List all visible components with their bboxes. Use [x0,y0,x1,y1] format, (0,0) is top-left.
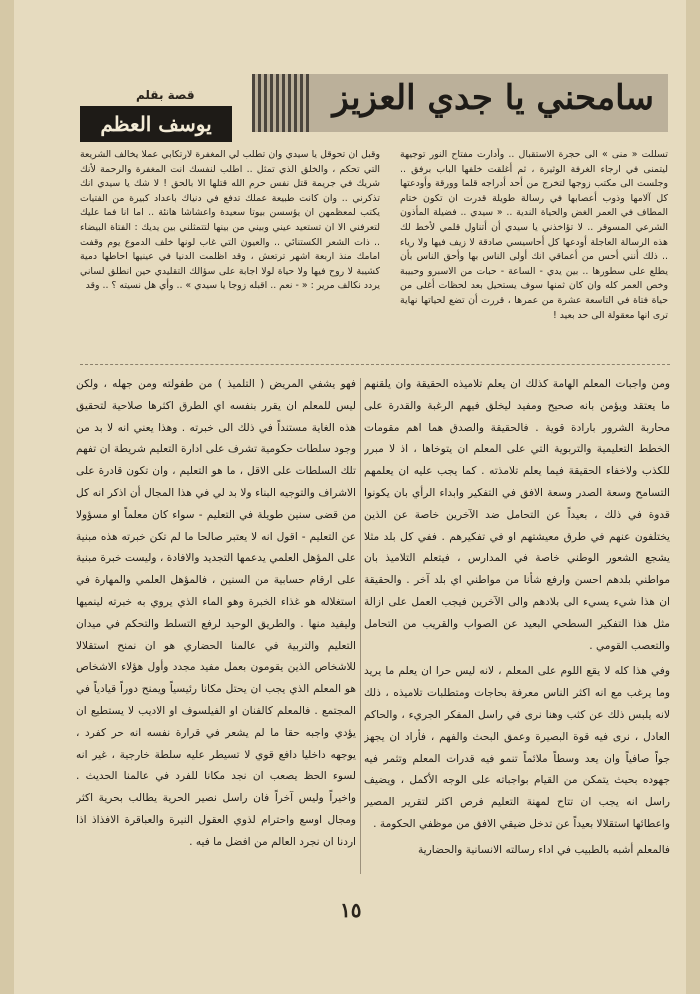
intro-paragraph: تسللت « منى » الى حجرة الاستقبال .. وأدارت مفتاح النور توجيهة ليتمنى في ارجاء الغرفة الوثيرة ، ثم أغلقت خلفها الباب برفق .. وجلست الى مكتب زوجها لتخرج من أحد أدراجه قلما وورقة وأودعتها كل آلامها وذوب أعصابها في رسالة طويلة قدرت ان تكون ختام المطاف في العمر الغض والحياة الندية .. « سيدي .. فضيلة المأذون الشرعي المسوقر .. لا تؤاخذني يا سيدي أن أتناول قلمي لأخط لك هذه الرسالة العاجلة أودعها كل أحاسيسي صادقة لا زيف فيها ولا رياء .. ذلك أنني أحس من أعماقي انك أولى الناس بها وأحق الناس بأن يطلع على سطورها .. بين يدي - الساعة - حبات من الاسبرو وحبيبة وخص العمر كله وان كان ثمنها سوف يستحيل بعد لحظات أغلى من حياة فتاة في التاسعة عشرة من عمرها ، قررت أن تضع لحياتها نهاية ترى انها معقولة الى حد بعيد ! [400,149,668,321]
article-column-right [364,374,670,884]
story-title-band [252,74,668,132]
page-edge-right [686,0,700,994]
article-paragraph: ومن واجبات المعلم الهامة كذلك ان يعلم تلاميذه الحقيقة وان يلقنهم ما يعتقد ويؤمن بانه صحيح ومفيد ليخلق فيهم الرغبة والقدرة على محاربة الشرور بارادة قوية . فالحقيقة والصدق هما اهم مقومات الخطط التعليمية والتربوية التي على المعلم ان يتوخاها ، اذ لا مبرر للكذب ولاخفاء الحقيقة فيما يعلم تلامذته . كما يجب عليه ان يعلمهم التسامح وسعة الصدر وسعة الافق في التفكير وابداء الرأي بان يكونوا قدوة في ذلك ، بعيداً عن التحامل ضد الآخرين خاصة عن الذين يختلفون عنهم في طرق معيشتهم او في تفكيرهم . ففي كل بلد مثلا يشجع الشعور الوطني خاصة في المدارس ، فيتعلم التلاميذ بان مواطني بلدهم احسن وارفع شأنا من مواطني اي بلد آخر . والحقيقة ان هذا شيء يسيء الى بلادهم والى الآخرين فيجب العمل على ازالة مثل هذا التفكير السطحي البعيد عن الصواب والقريب من التحامل والتعصب القومي . [364,378,670,652]
intro-column-right [400,148,668,356]
article-paragraph: فالمعلم أشبه بالطبيب في اداء رسالته الانسانية والحضارية [418,843,670,856]
story-title: سامحني يا جدي العزيز [332,78,654,118]
page-edge-left [0,0,14,994]
article-paragraph: وفي هذا كله لا يقع اللوم على المعلم ، لانه ليس حرا ان يعلم ما يريد وما يرغب مع انه اكثر الناس معرفة بحاجات ومتطلبات تلاميذه ، ذلك لانه يلبس ذلك عن كثب وهنا نرى في راسل المفكر الجريء ، والحاكم العادل ، نرى فيه قوة البصيرة وعمق البحث والفهم ، فأراد ان يجهز جواً صافياً وان يعد وسطاً ملائماً تنمو فيه قدرات المعلم وتثمر فيه جهوده بحيث يتمكن من القيام بواجباته على الوجه الأكمل ، ويضيف راسل انه يجب ان تتاح لمهنة التعليم فرص اكثر لتقرير المصير واعطائها استقلالا بعيداً عن تدخل ضيقي الافق من موظفي الحكومة . [364,665,670,830]
title-stripes-decoration [252,74,312,132]
page-number: ١٥ [340,898,362,922]
section-divider [80,364,670,365]
article-paragraph: فهو يشفي المريض ( التلميذ ) من طفولته ومن جهله ، ولكن ليس للمعلم ان يقرر بنفسه اي الطرق اكثرها صلاحية لتحقيق هذه الغاية مستنداً في ذلك الى خبرته . وهذا يعني انه لا بد من وجود سلطات حكومية تشرف على ادارة التعليم شريطة ان تفهم تلك السلطات على الاقل ، ما هو التعليم ، وان تكون قادرة على الاشراف والتوجيه البناء ولا بد لي في هذا المجال أن اذكر انه كل من قضى سنين طويلة في التعليم - سواء كان معلماً او مسؤولا عن التعليم - اقول انه لا يعتبر صالحا ما لم تكن خبرته هذه مبنية على المؤهل العلمي يدعمها التجديد والافادة ، وليست خبرة مبنية على ارقام حسابية من السنين ، فالمؤهل العلمي والمهارة في استغلاله هو غذاء الخبرة وهو الماء الذي يروي به خبرته لينميها وليفيد منها . والطريق الوحيد لرفع التسلط والتحكم في ميدان التعليم والتربية في عالمنا الحضاري هو ان نمنح استقلالا للاشخاص الذين يقومون بعمل مفيد مجدد وأول هؤلاء الاشخاص هو المعلم الذي يجب ان يحتل مكانا رئيسياً ويمنح دوراً قيادياً في المجتمع . فالمعلم كالفنان او الفيلسوف او الاديب لا يستطيع ان يؤدي واجبه حقا ما لم يشعر في قرارة نفسه انه حر كفرد ، يوجهه داخليا دافع قوي لا تسيطر عليه سلطة خارجية ، غير انه لسوء الحظ يصعب ان نجد مكانا للفرد في عالمنا الحديث . واخيراً وليس آخراً فان راسل نصير الحرية يطالب بحرية اكثر ومجال اوسع واحترام لذوي العقول النيرة والعباقرة الافذاذ اذا اردنا ان نجرد العالم من افضل ما فيه . [76,378,356,848]
article-column-left [76,374,356,884]
intro-column-left [80,148,380,360]
intro-paragraph: وقبل ان تحوقل يا سيدي وان تطلب لي المغفرة لارتكابي عملا يخالف الشريعة التي تحكم ، والخلق الذي تمثل .. اطلب لنفسك انت المغفرة والرحمة لأنك شريك في جريمة قتل نفس حرم الله قتلها الا بالحق ! لا شك يا سيدي انك تذكرني .. وان كانت طبيعة عملك تدفع في دنياك باعداد كبيرة من الفتيات يكتب لمعظمهن ان يؤسسن بيوتا سعيدة واعشاشا هانئة .. اما انا فما عليك لتعرفني الا ان تستعيد عيني وبيني من بينها لتتمثلني بين يديك : الفتاة البيضاء .. ذات الشعر الكستنائي .. والعيون التي غاب لونها خلف الدموع يوم وقفت امامك منذ اربعة اشهر ترتعش ، وقد اظلمت الدنيا في عينيها احاطها دمية كشيبة لا روح فيها ولا حياة لولا اجابة على سؤالك التقليدي حين انطلق لساني يردد نكالف مرير : « - نعم .. اقبله زوجا يا سيدي » .. وأي هل نسيته ؟ .. وقد [80,149,380,292]
column-divider [360,378,361,874]
author-name: يوسف العظم [80,106,232,142]
byline-label: قصة بقلم [136,88,195,102]
